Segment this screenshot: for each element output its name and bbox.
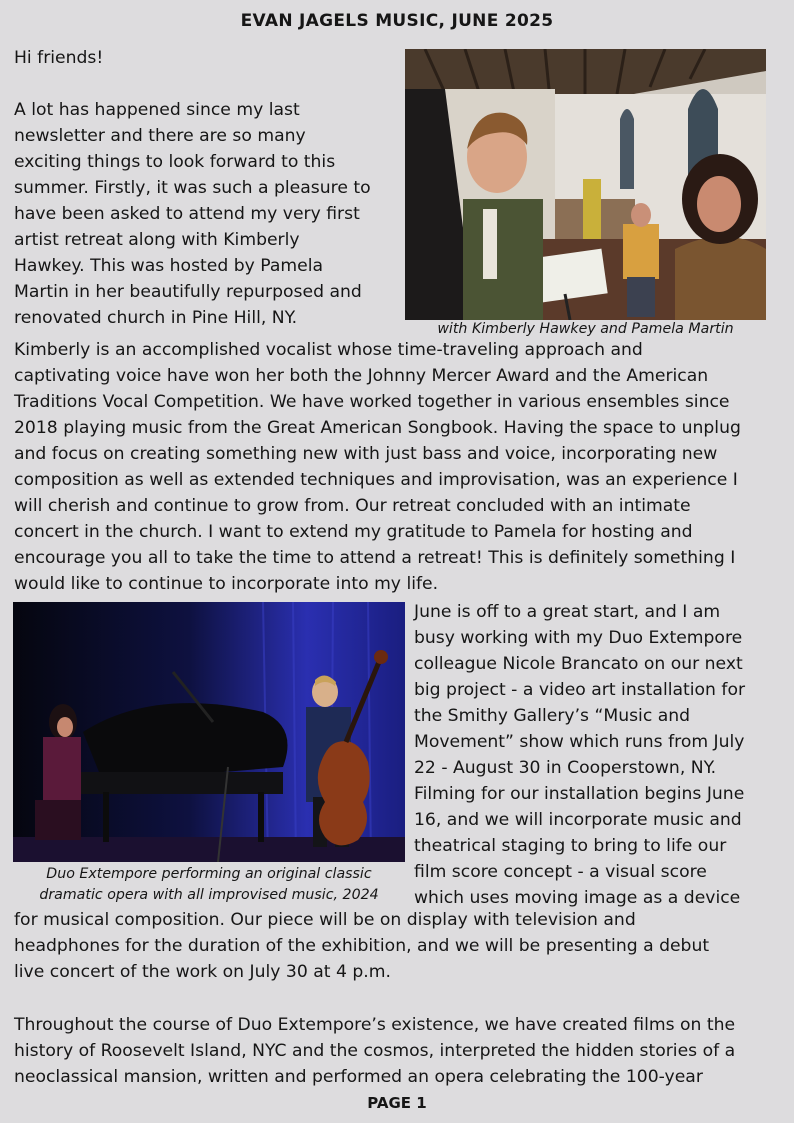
text-line: and focus on creating something new with just bass and voice, incorporating new bbox=[14, 444, 718, 464]
concert-photo-caption bbox=[13, 864, 405, 906]
installation-paragraph bbox=[414, 599, 745, 911]
concert-photo-image bbox=[13, 602, 405, 862]
text-line: would like to continue to incorporate into my life. bbox=[14, 574, 439, 594]
text-line: concert in the church. I want to extend my gratitude to Pamela for hosting and bbox=[14, 522, 693, 542]
text-line: A lot has happened since my last bbox=[14, 100, 300, 120]
text-line: which uses moving image as a device bbox=[414, 888, 741, 908]
text-line: Kimberly is an accomplished vocalist whose time-traveling approach and bbox=[14, 340, 643, 360]
text-line: summer. Firstly, it was such a pleasure to bbox=[14, 178, 371, 198]
installation-paragraph-continued bbox=[14, 907, 709, 985]
caption-line: Duo Extempore performing an original classic bbox=[46, 866, 372, 882]
text-line: Martin in her beautifully repurposed and bbox=[14, 282, 362, 302]
text-line: renovated church in Pine Hill, NY. bbox=[14, 308, 298, 328]
concert-photo bbox=[13, 602, 405, 862]
caption-line: dramatic opera with all improvised music, 2024 bbox=[39, 887, 379, 903]
retreat-photo-caption: with Kimberly Hawkey and Pamela Martin bbox=[437, 321, 734, 337]
text-line: live concert of the work on July 30 at 4 p.m. bbox=[14, 962, 391, 982]
retreat-photo bbox=[405, 49, 766, 320]
text-line: encourage you all to take the time to attend a retreat! This is definitely something I bbox=[14, 548, 736, 568]
text-line: headphones for the duration of the exhibition, and we will be presenting a debut bbox=[14, 936, 710, 956]
text-line: film score concept - a visual score bbox=[414, 862, 707, 882]
text-line: Hawkey. This was hosted by Pamela bbox=[14, 256, 324, 276]
text-line: composition as well as extended techniques and improvisation, was an experience I bbox=[14, 470, 738, 490]
text-line: Traditions Vocal Competition. We have worked together in various ensembles since bbox=[14, 392, 730, 412]
text-line: Throughout the course of Duo Extempore’s existence, we have created films on the bbox=[14, 1015, 736, 1035]
retreat-photo-image bbox=[405, 49, 766, 320]
text-line: 22 - August 30 in Cooperstown, NY. bbox=[414, 758, 717, 778]
text-line: for musical composition. Our piece will be on display with television and bbox=[14, 910, 636, 930]
text-line: history of Roosevelt Island, NYC and the cosmos, interpreted the hidden stories of a bbox=[14, 1041, 736, 1061]
text-line: colleague Nicole Brancato on our next bbox=[414, 654, 743, 674]
text-line: the Smithy Gallery’s “Music and bbox=[414, 706, 691, 726]
page-number: PAGE 1 bbox=[367, 1094, 427, 1112]
intro-paragraph bbox=[14, 45, 371, 331]
text-line: busy working with my Duo Extempore bbox=[414, 628, 743, 648]
text-line: neoclassical mansion, written and performed an opera celebrating the 100-year bbox=[14, 1067, 703, 1087]
greeting: Hi friends! bbox=[14, 48, 104, 68]
text-line: big project - a video art installation for bbox=[414, 680, 746, 700]
blank-line bbox=[14, 71, 371, 97]
duo-history-paragraph bbox=[14, 1012, 735, 1090]
text-line: have been asked to attend my very first bbox=[14, 204, 360, 224]
text-line: theatrical staging to bring to life our bbox=[414, 836, 727, 856]
text-line: captivating voice have won her both the Johnny Mercer Award and the American bbox=[14, 366, 709, 386]
text-line: will cherish and continue to grow from. Our retreat concluded with an intimate bbox=[14, 496, 691, 516]
text-line: Movement” show which runs from July bbox=[414, 732, 745, 752]
text-line: June is off to a great start, and I am bbox=[414, 602, 721, 622]
text-line: exciting things to look forward to this bbox=[14, 152, 336, 172]
text-line: Filming for our installation begins June bbox=[414, 784, 745, 804]
newsletter-title: EVAN JAGELS MUSIC, JUNE 2025 bbox=[240, 11, 554, 31]
text-line: 2018 playing music from the Great American Songbook. Having the space to unplug bbox=[14, 418, 741, 438]
text-line: artist retreat along with Kimberly bbox=[14, 230, 300, 250]
text-line: 16, and we will incorporate music and bbox=[414, 810, 742, 830]
text-line: newsletter and there are so many bbox=[14, 126, 306, 146]
retreat-paragraph bbox=[14, 337, 741, 597]
